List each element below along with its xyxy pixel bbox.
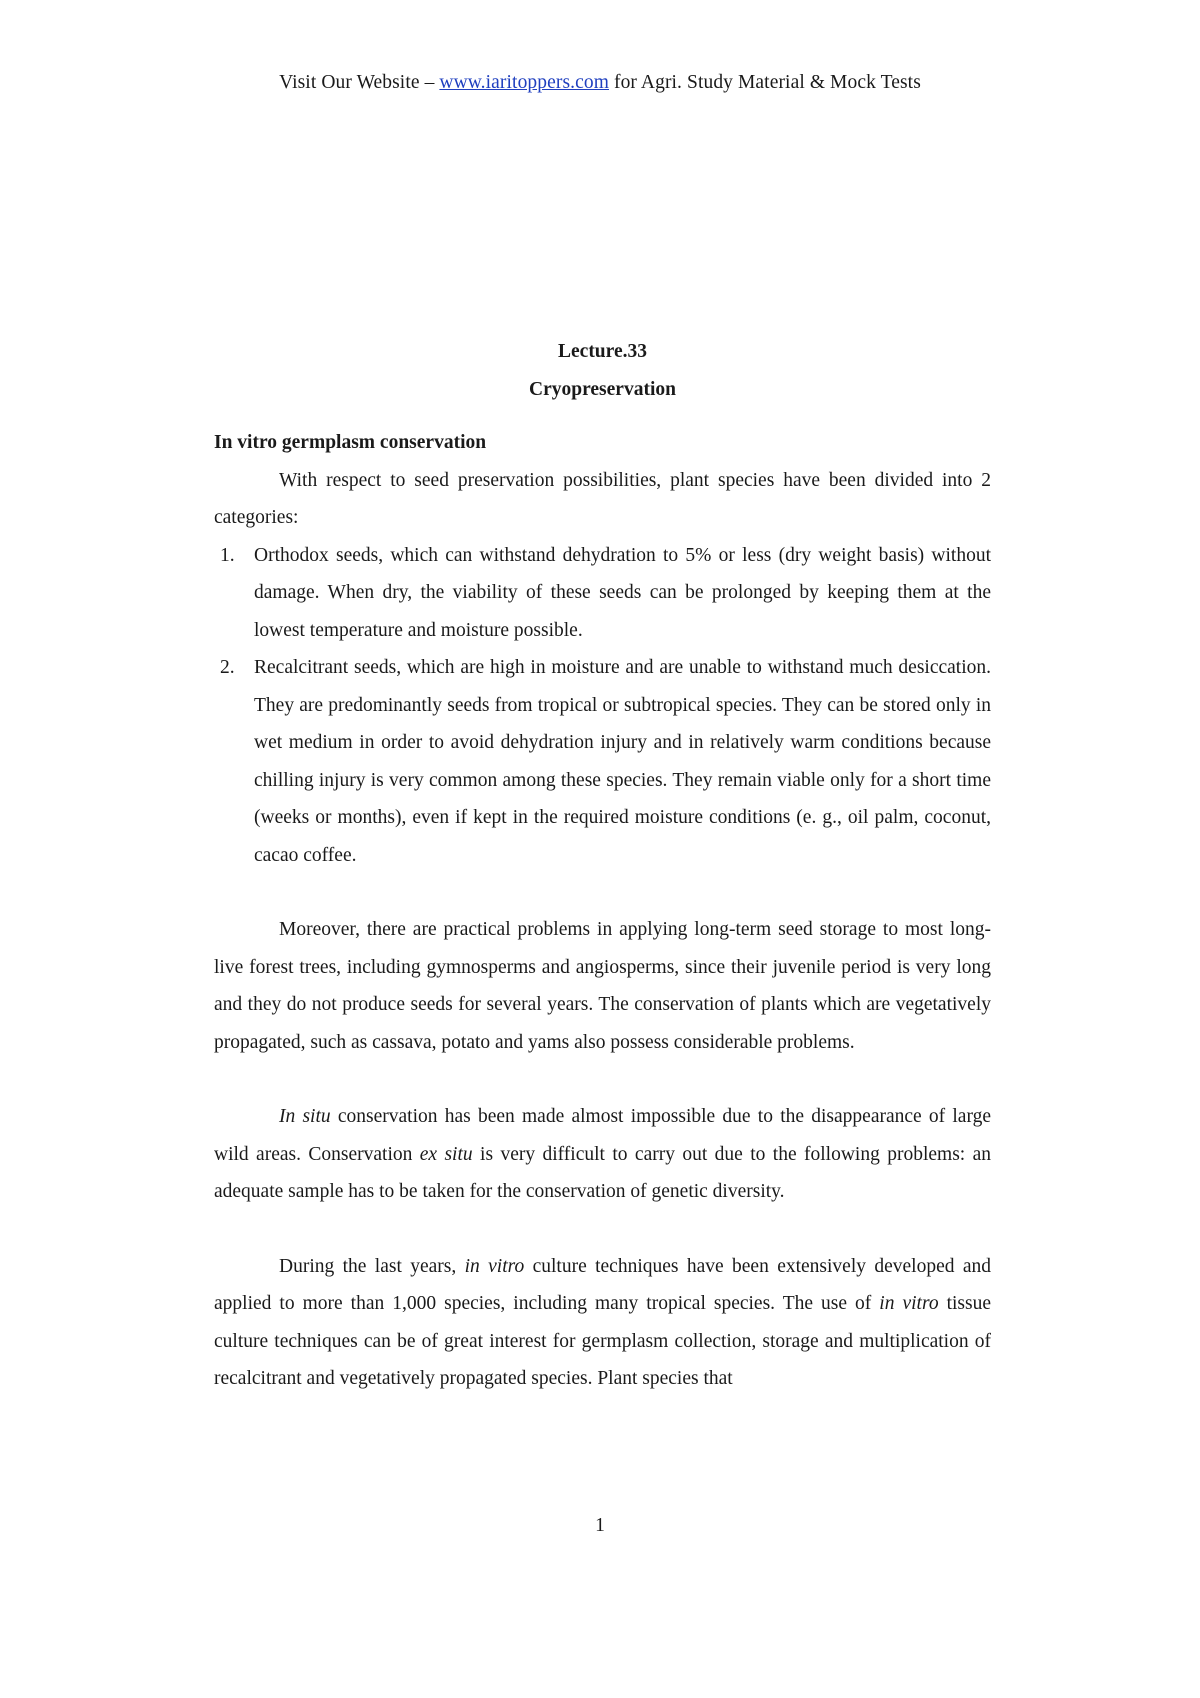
seed-category-list [214, 537, 991, 875]
paragraph-gap [214, 1061, 991, 1098]
paragraph-moreover: Moreover, there are practical problems in applying long-term seed storage to most long-live forest trees, including gymnosperms and angiosperms, since their juvenile period is very long and they do not produce seeds for several years. The conservation of plants which are vegetatively propagated, such as cassava, potato and yams also possess considerable problems. [214, 919, 991, 1053]
paragraph-text: culture techniques have been extensively developed and applied to more than 1,000 species, including many tropical species. The use of [214, 1255, 991, 1314]
list-number: 2. [220, 657, 235, 678]
intro-paragraph: With respect to seed preservation possibilities, plant species have been divided into 2 categories: [214, 469, 991, 528]
paragraph-text: conservation has been made almost impossible due to the disappearance of large wild areas. Conservation [214, 1106, 991, 1165]
list-item [214, 649, 991, 874]
paragraph-text: is very difficult to carry out due to the following problems: an adequate sample has to be taken for the conservation of genetic diversity. [214, 1143, 992, 1202]
document-body [214, 333, 991, 1398]
italic-term: in vitro [464, 1255, 525, 1277]
paragraph-text: tissue culture techniques can be of great interest for germplasm collection, storage and multiplication of recalcitrant and vegetatively propagated species. Plant species that [214, 1293, 992, 1389]
page-number: 1 [595, 1515, 605, 1536]
lecture-label: Lecture.33 [558, 341, 647, 362]
list-item [214, 537, 991, 650]
italic-term: in vitro [879, 1293, 939, 1314]
list-item-text: Orthodox seeds, which can withstand dehydration to 5% or less (dry weight basis) without damage. When dry, the viability of these seeds can be prolonged by keeping them at the lowest temperature and moisture possible. [254, 544, 991, 641]
website-header [0, 72, 1200, 94]
italic-term: In situ [279, 1106, 331, 1127]
header-prefix: Visit Our Website – [279, 72, 440, 93]
italic-term: ex situ [419, 1143, 473, 1165]
paragraph-in-situ [214, 1098, 991, 1211]
paragraph-during [214, 1248, 991, 1398]
list-number: 1. [220, 544, 235, 566]
paragraph-gap [214, 1211, 991, 1248]
page-title: Cryopreservation [529, 378, 676, 400]
paragraph-gap [214, 874, 991, 911]
website-link[interactable]: www.iaritoppers.com [439, 72, 609, 93]
section-heading: In vitro germplasm conservation [214, 432, 487, 453]
header-suffix: for Agri. Study Material & Mock Tests [609, 72, 921, 93]
paragraph-text: During the last years, [279, 1255, 465, 1277]
list-item-text: Recalcitrant seeds, which are high in moisture and are unable to withstand much desiccation. They are predominantly seeds from tropical or subtropical species. They can be stored only in wet medium in order to avoid dehydration injury and in relatively warm conditions because chilling injury is very common among these species. They remain viable only for a short time (weeks or months), even if kept in the required moisture conditions (e. g., oil palm, coconut, cacao coffee. [254, 657, 991, 866]
